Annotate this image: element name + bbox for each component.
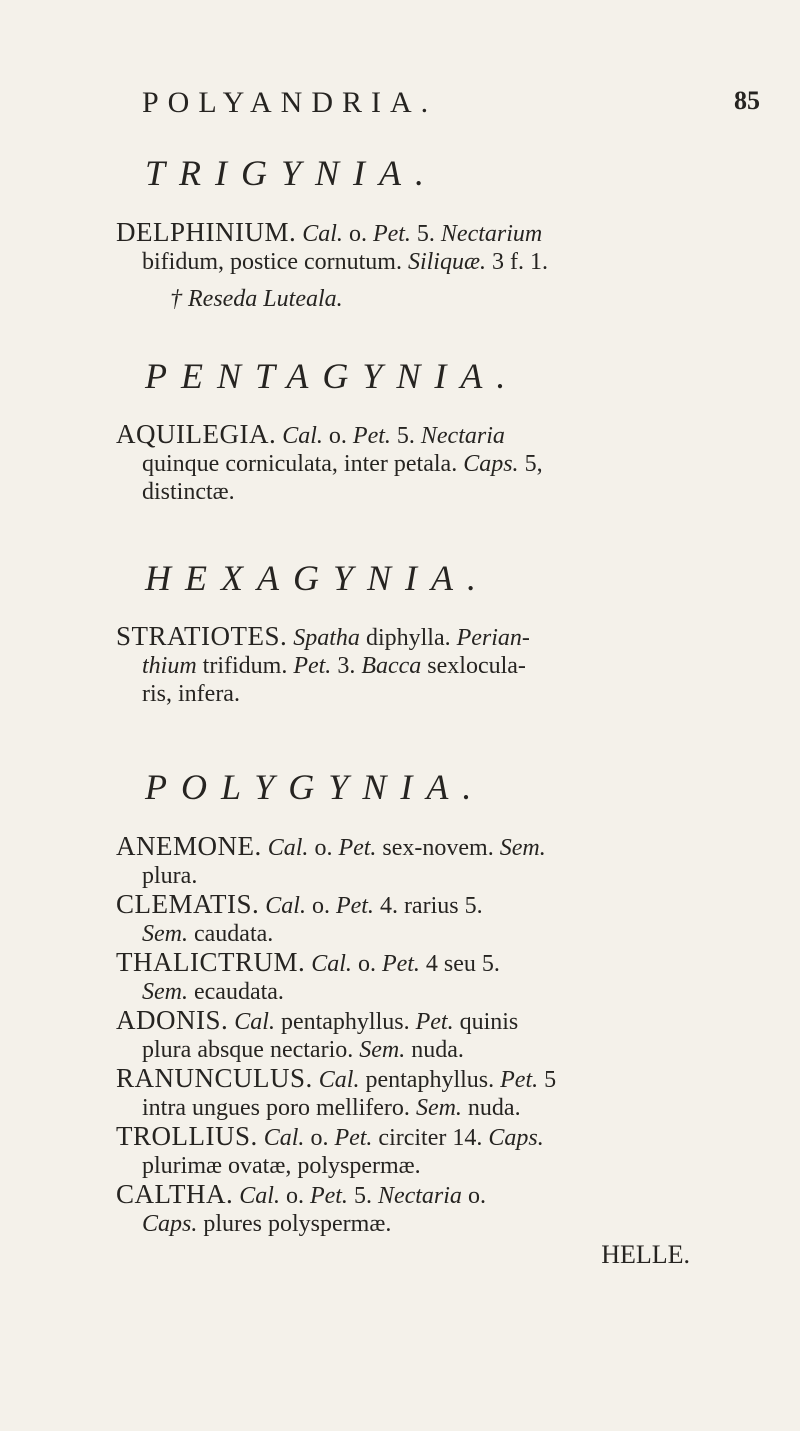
text: circiter 14. [372,1125,489,1151]
genus-name: RANUNCULUS. [116,1063,313,1093]
text: 3. [331,653,362,679]
genus-name: THALICTRUM. [116,947,306,977]
entry-line: ris, infera. [142,681,240,707]
term: Spatha [293,625,360,651]
cross-reference-note [170,286,343,313]
running-head [142,86,760,126]
term: Sem. [142,921,188,947]
section-heading-trigynia: TRIGYNIA. [145,153,439,193]
term: Cal. [265,893,306,919]
text: nuda. [461,1095,521,1121]
section-heading-hexagynia: HEXAGYNIA. [145,558,490,598]
term: Caps. [142,1211,198,1237]
entry-trollius [116,1122,756,1180]
entry-anemone [116,832,756,890]
term: Pet. [415,1009,454,1035]
entry-ranunculus [116,1064,756,1122]
text: intra ungues poro mellifero. [142,1095,416,1121]
term: Cal. [239,1183,280,1209]
running-head-title: POLYANDRIA. [142,86,438,119]
text: pentaphyllus. [359,1067,501,1093]
term: Siliquæ. [407,249,486,275]
term: Sem. [359,1037,406,1063]
text: 4 seu 5. [419,951,500,977]
term: Caps. [488,1125,544,1151]
text: 5. [347,1183,378,1209]
entry-adonis [116,1006,756,1064]
text: quinis [453,1009,519,1035]
text: o. [305,893,336,919]
genus-name: STRATIOTES. [116,621,288,651]
genus-name: TROLLIUS. [116,1121,258,1151]
text: bifidum, postice cornutum. [142,249,408,275]
entry-line [116,248,756,276]
genus-name: AQUILEGIA. [116,419,277,449]
entry-line [116,1036,756,1064]
entry-line: plurimæ ovatæ, polyspermæ. [142,1153,421,1179]
term: Nectarium [440,221,543,247]
term: Sem. [142,979,188,1005]
term: Pet. [309,1183,348,1209]
term: Pet. [372,221,411,247]
genus-name: ANEMONE. [116,831,262,861]
term: thium [142,653,197,679]
entry-line [116,1094,756,1122]
page-number: 85 [734,86,760,115]
entry-line [116,978,756,1006]
text: o. [304,1125,335,1151]
term: Sem. [499,835,546,861]
entry-line [116,920,756,948]
note-text: † Reseda Luteala. [170,286,343,312]
entry-caltha [116,1180,756,1238]
term: Cal. [267,835,309,861]
genus-name: CALTHA. [116,1179,234,1209]
section-heading-polygynia: POLYGYNIA. [145,767,486,807]
term: Cal. [234,1009,275,1035]
text: o. [461,1183,486,1209]
text: 5. [390,423,421,449]
entry-thalictrum [116,948,756,1006]
term: Pet. [338,835,377,861]
term: Caps. [463,451,519,477]
term: Nectaria [420,423,505,449]
entry-delphinium [116,218,756,276]
entry-line [116,450,756,478]
text: sex-novem. [376,835,500,861]
term: Sem. [415,1095,462,1121]
term: Pet. [352,423,391,449]
text: sexlocula- [421,653,526,679]
term: Pet. [381,951,420,977]
text: caudata. [187,921,274,947]
term: Cal. [302,221,343,247]
text: 5. [410,221,441,247]
term: Pet. [334,1125,373,1151]
text: diphylla. [359,625,457,651]
text: 5, [518,451,543,477]
text: 3 f. 1. [485,249,548,275]
genus-name: CLEMATIS. [116,889,260,919]
text: o. [308,835,339,861]
text: plures polyspermæ. [197,1211,392,1237]
text: o. [342,221,373,247]
term: Bacca [361,653,422,679]
text: trifidum. [196,653,294,679]
text: 4. rarius 5. [373,893,483,919]
section-heading-pentagynia: PENTAGYNIA. [145,356,520,396]
text: plura absque nectario. [142,1037,360,1063]
text: o. [351,951,382,977]
text: nuda. [405,1037,464,1063]
term: Cal. [311,951,352,977]
term: Cal. [282,423,323,449]
catchword: HELLE. [601,1240,690,1269]
term: Cal. [263,1125,305,1151]
text: o. [279,1183,310,1209]
term: Pet. [335,893,374,919]
entry-line [116,652,756,680]
genus-name: DELPHINIUM. [116,217,297,247]
text: ecaudata. [187,979,284,1005]
text: o. [322,423,353,449]
text: quinque corniculata, inter petala. [142,451,464,477]
genus-name: ADONIS. [116,1005,229,1035]
entry-line [116,1210,756,1238]
term: Perian- [456,625,530,651]
entry-clematis [116,890,756,948]
entry-stratiotes [116,622,756,708]
text: pentaphyllus. [274,1009,416,1035]
term: Pet. [500,1067,539,1093]
term: Cal. [318,1067,360,1093]
entry-line: plura. [142,863,198,889]
term: Pet. [293,653,332,679]
term: Nectaria [377,1183,462,1209]
entry-line: distinctæ. [142,479,235,505]
text: 5 [538,1067,557,1093]
entry-aquilegia [116,420,756,506]
